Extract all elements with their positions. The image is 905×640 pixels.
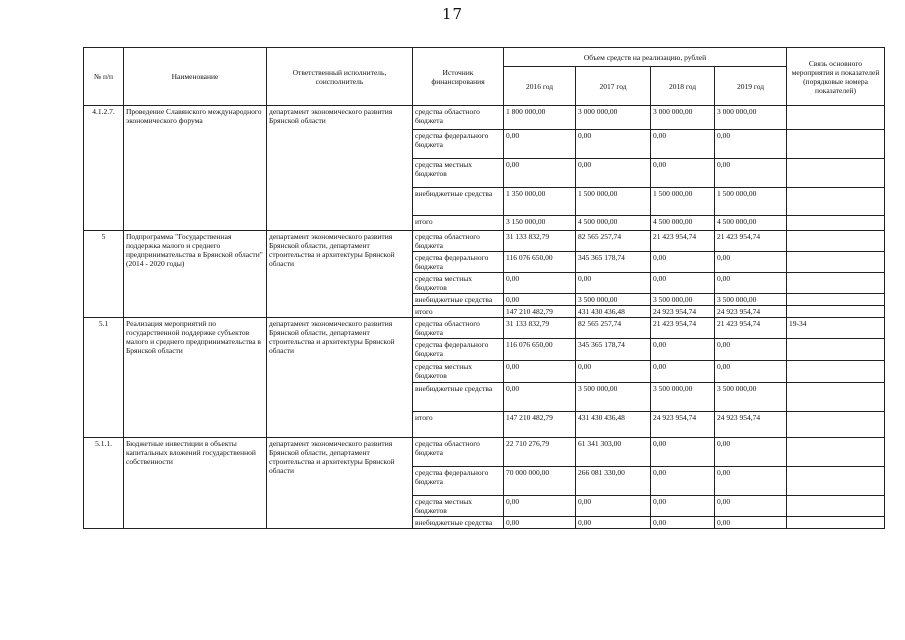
amount-cell: 0,00 <box>715 159 787 188</box>
amount-cell: 0,00 <box>651 517 715 529</box>
header-year-2017: 2017 год <box>576 67 651 106</box>
amount-cell: 0,00 <box>504 130 576 159</box>
amount-cell: 0,00 <box>651 130 715 159</box>
funding-source: внебюджетные средства <box>413 517 504 529</box>
amount-cell: 3 150 000,00 <box>504 216 576 231</box>
measure-name: Бюджетные инвестиции в объекты капитальных вложений государственной собственности <box>124 438 267 529</box>
amount-cell: 21 423 954,74 <box>651 231 715 252</box>
amount-cell: 82 565 257,74 <box>576 318 651 339</box>
amount-cell: 0,00 <box>576 159 651 188</box>
row-number: 5 <box>84 231 124 318</box>
indicator-link <box>787 106 885 130</box>
table-row <box>84 106 885 130</box>
amount-cell: 116 076 650,00 <box>504 252 576 273</box>
amount-cell: 31 133 832,79 <box>504 318 576 339</box>
amount-cell: 1 500 000,00 <box>651 188 715 216</box>
amount-cell: 0,00 <box>504 383 576 412</box>
indicator-link <box>787 467 885 496</box>
amount-cell: 116 076 650,00 <box>504 339 576 361</box>
amount-cell: 0,00 <box>651 273 715 294</box>
header-source: Источник финансирования <box>413 48 504 106</box>
responsible-executor: департамент экономического развития Брянской области, департамент строительства и архитектуры Брянской области <box>267 318 413 438</box>
funding-source: внебюджетные средства <box>413 383 504 412</box>
funding-source: итого <box>413 412 504 438</box>
amount-cell: 0,00 <box>651 361 715 383</box>
amount-cell: 0,00 <box>504 159 576 188</box>
amount-cell: 0,00 <box>576 517 651 529</box>
row-number: 5.1 <box>84 318 124 438</box>
indicator-link <box>787 383 885 412</box>
amount-cell: 3 000 000,00 <box>576 106 651 130</box>
measure-name: Проведение Славянского международного экономического форума <box>124 106 267 231</box>
amount-cell: 0,00 <box>651 467 715 496</box>
funding-source: внебюджетные средства <box>413 294 504 306</box>
amount-cell: 1 800 000,00 <box>504 106 576 130</box>
header-name: Наименование <box>124 48 267 106</box>
amount-cell: 0,00 <box>504 273 576 294</box>
header-link: Связь основного мероприятия и показателей (порядковые номера показателей) <box>787 48 885 106</box>
amount-cell: 24 923 954,74 <box>651 306 715 318</box>
row-number: 5.1.1. <box>84 438 124 529</box>
amount-cell: 0,00 <box>715 517 787 529</box>
header-volume: Объем средств на реализацию, рублей <box>504 48 787 67</box>
amount-cell: 0,00 <box>715 339 787 361</box>
amount-cell: 24 923 954,74 <box>715 306 787 318</box>
budget-table <box>83 47 885 529</box>
amount-cell: 0,00 <box>504 496 576 517</box>
amount-cell: 24 923 954,74 <box>651 412 715 438</box>
amount-cell: 0,00 <box>715 130 787 159</box>
amount-cell: 3 000 000,00 <box>715 106 787 130</box>
indicator-link <box>787 339 885 361</box>
amount-cell: 147 210 482,79 <box>504 412 576 438</box>
amount-cell: 431 430 436,48 <box>576 412 651 438</box>
amount-cell: 0,00 <box>651 438 715 467</box>
amount-cell: 22 710 276,79 <box>504 438 576 467</box>
funding-source: итого <box>413 306 504 318</box>
funding-source: средства федерального бюджета <box>413 467 504 496</box>
amount-cell: 3 500 000,00 <box>576 294 651 306</box>
amount-cell: 345 365 178,74 <box>576 252 651 273</box>
funding-source: средства местных бюджетов <box>413 361 504 383</box>
amount-cell: 0,00 <box>715 496 787 517</box>
amount-cell: 0,00 <box>651 339 715 361</box>
amount-cell: 0,00 <box>576 273 651 294</box>
funding-source: средства областного бюджета <box>413 318 504 339</box>
amount-cell: 266 081 330,00 <box>576 467 651 496</box>
header-executor: Ответственный исполнитель, соисполнитель <box>267 48 413 106</box>
amount-cell: 0,00 <box>504 294 576 306</box>
indicator-link <box>787 294 885 306</box>
indicator-link <box>787 130 885 159</box>
funding-source: итого <box>413 216 504 231</box>
amount-cell: 4 500 000,00 <box>576 216 651 231</box>
amount-cell: 24 923 954,74 <box>715 412 787 438</box>
amount-cell: 0,00 <box>715 273 787 294</box>
amount-cell: 4 500 000,00 <box>651 216 715 231</box>
amount-cell: 0,00 <box>504 517 576 529</box>
amount-cell: 3 500 000,00 <box>651 383 715 412</box>
header-year-2019: 2019 год <box>715 67 787 106</box>
header-num: № п/п <box>84 48 124 106</box>
amount-cell: 70 000 000,00 <box>504 467 576 496</box>
table-row <box>84 231 885 252</box>
amount-cell: 0,00 <box>576 496 651 517</box>
indicator-link <box>787 216 885 231</box>
amount-cell: 21 423 954,74 <box>715 318 787 339</box>
indicator-link <box>787 306 885 318</box>
amount-cell: 3 500 000,00 <box>715 294 787 306</box>
funding-source: средства местных бюджетов <box>413 273 504 294</box>
responsible-executor: департамент экономического развития Брянской области, департамент строительства и архитектуры Брянской области <box>267 438 413 529</box>
amount-cell: 431 430 436,48 <box>576 306 651 318</box>
measure-name: Подпрограмма "Государственная поддержка малого и среднего предпринимательства в Брянской области" (2014 - 2020 годы) <box>124 231 267 318</box>
table-row <box>84 318 885 339</box>
indicator-link <box>787 361 885 383</box>
indicator-link <box>787 412 885 438</box>
indicator-link <box>787 231 885 252</box>
amount-cell: 0,00 <box>715 467 787 496</box>
funding-source: средства местных бюджетов <box>413 496 504 517</box>
amount-cell: 0,00 <box>651 252 715 273</box>
header-year-2018: 2018 год <box>651 67 715 106</box>
table-row <box>84 438 885 467</box>
amount-cell: 31 133 832,79 <box>504 231 576 252</box>
amount-cell: 0,00 <box>576 130 651 159</box>
amount-cell: 1 500 000,00 <box>576 188 651 216</box>
amount-cell: 1 350 000,00 <box>504 188 576 216</box>
amount-cell: 0,00 <box>651 159 715 188</box>
responsible-executor: департамент экономического развития Брянской области, департамент строительства и архитектуры Брянской области <box>267 231 413 318</box>
funding-source: средства областного бюджета <box>413 106 504 130</box>
amount-cell: 0,00 <box>715 252 787 273</box>
indicator-link <box>787 273 885 294</box>
table-body <box>84 106 885 529</box>
funding-source: средства местных бюджетов <box>413 159 504 188</box>
header-year-2016: 2016 год <box>504 67 576 106</box>
measure-name: Реализация мероприятий по государственной поддержке субъектов малого и среднего предпринимательства в Брянской области <box>124 318 267 438</box>
funding-source: средства областного бюджета <box>413 231 504 252</box>
amount-cell: 4 500 000,00 <box>715 216 787 231</box>
indicator-link <box>787 517 885 529</box>
amount-cell: 3 000 000,00 <box>651 106 715 130</box>
page-number: 17 <box>441 5 464 23</box>
indicator-link <box>787 188 885 216</box>
amount-cell: 0,00 <box>576 361 651 383</box>
indicator-link <box>787 438 885 467</box>
amount-cell: 21 423 954,74 <box>651 318 715 339</box>
responsible-executor: департамент экономического развития Брянской области <box>267 106 413 231</box>
amount-cell: 82 565 257,74 <box>576 231 651 252</box>
indicator-link <box>787 252 885 273</box>
amount-cell: 147 210 482,79 <box>504 306 576 318</box>
indicator-link <box>787 159 885 188</box>
indicator-link <box>787 496 885 517</box>
amount-cell: 1 500 000,00 <box>715 188 787 216</box>
amount-cell: 3 500 000,00 <box>715 383 787 412</box>
amount-cell: 0,00 <box>715 438 787 467</box>
amount-cell: 0,00 <box>651 496 715 517</box>
amount-cell: 0,00 <box>504 361 576 383</box>
funding-source: средства федерального бюджета <box>413 339 504 361</box>
amount-cell: 3 500 000,00 <box>576 383 651 412</box>
funding-source: внебюджетные средства <box>413 188 504 216</box>
row-number: 4.1.2.7. <box>84 106 124 231</box>
funding-source: средства областного бюджета <box>413 438 504 467</box>
amount-cell: 61 341 303,00 <box>576 438 651 467</box>
amount-cell: 3 500 000,00 <box>651 294 715 306</box>
indicator-link: 19-34 <box>787 318 885 339</box>
funding-source: средства федерального бюджета <box>413 130 504 159</box>
amount-cell: 0,00 <box>715 361 787 383</box>
amount-cell: 21 423 954,74 <box>715 231 787 252</box>
amount-cell: 345 365 178,74 <box>576 339 651 361</box>
funding-source: средства федерального бюджета <box>413 252 504 273</box>
